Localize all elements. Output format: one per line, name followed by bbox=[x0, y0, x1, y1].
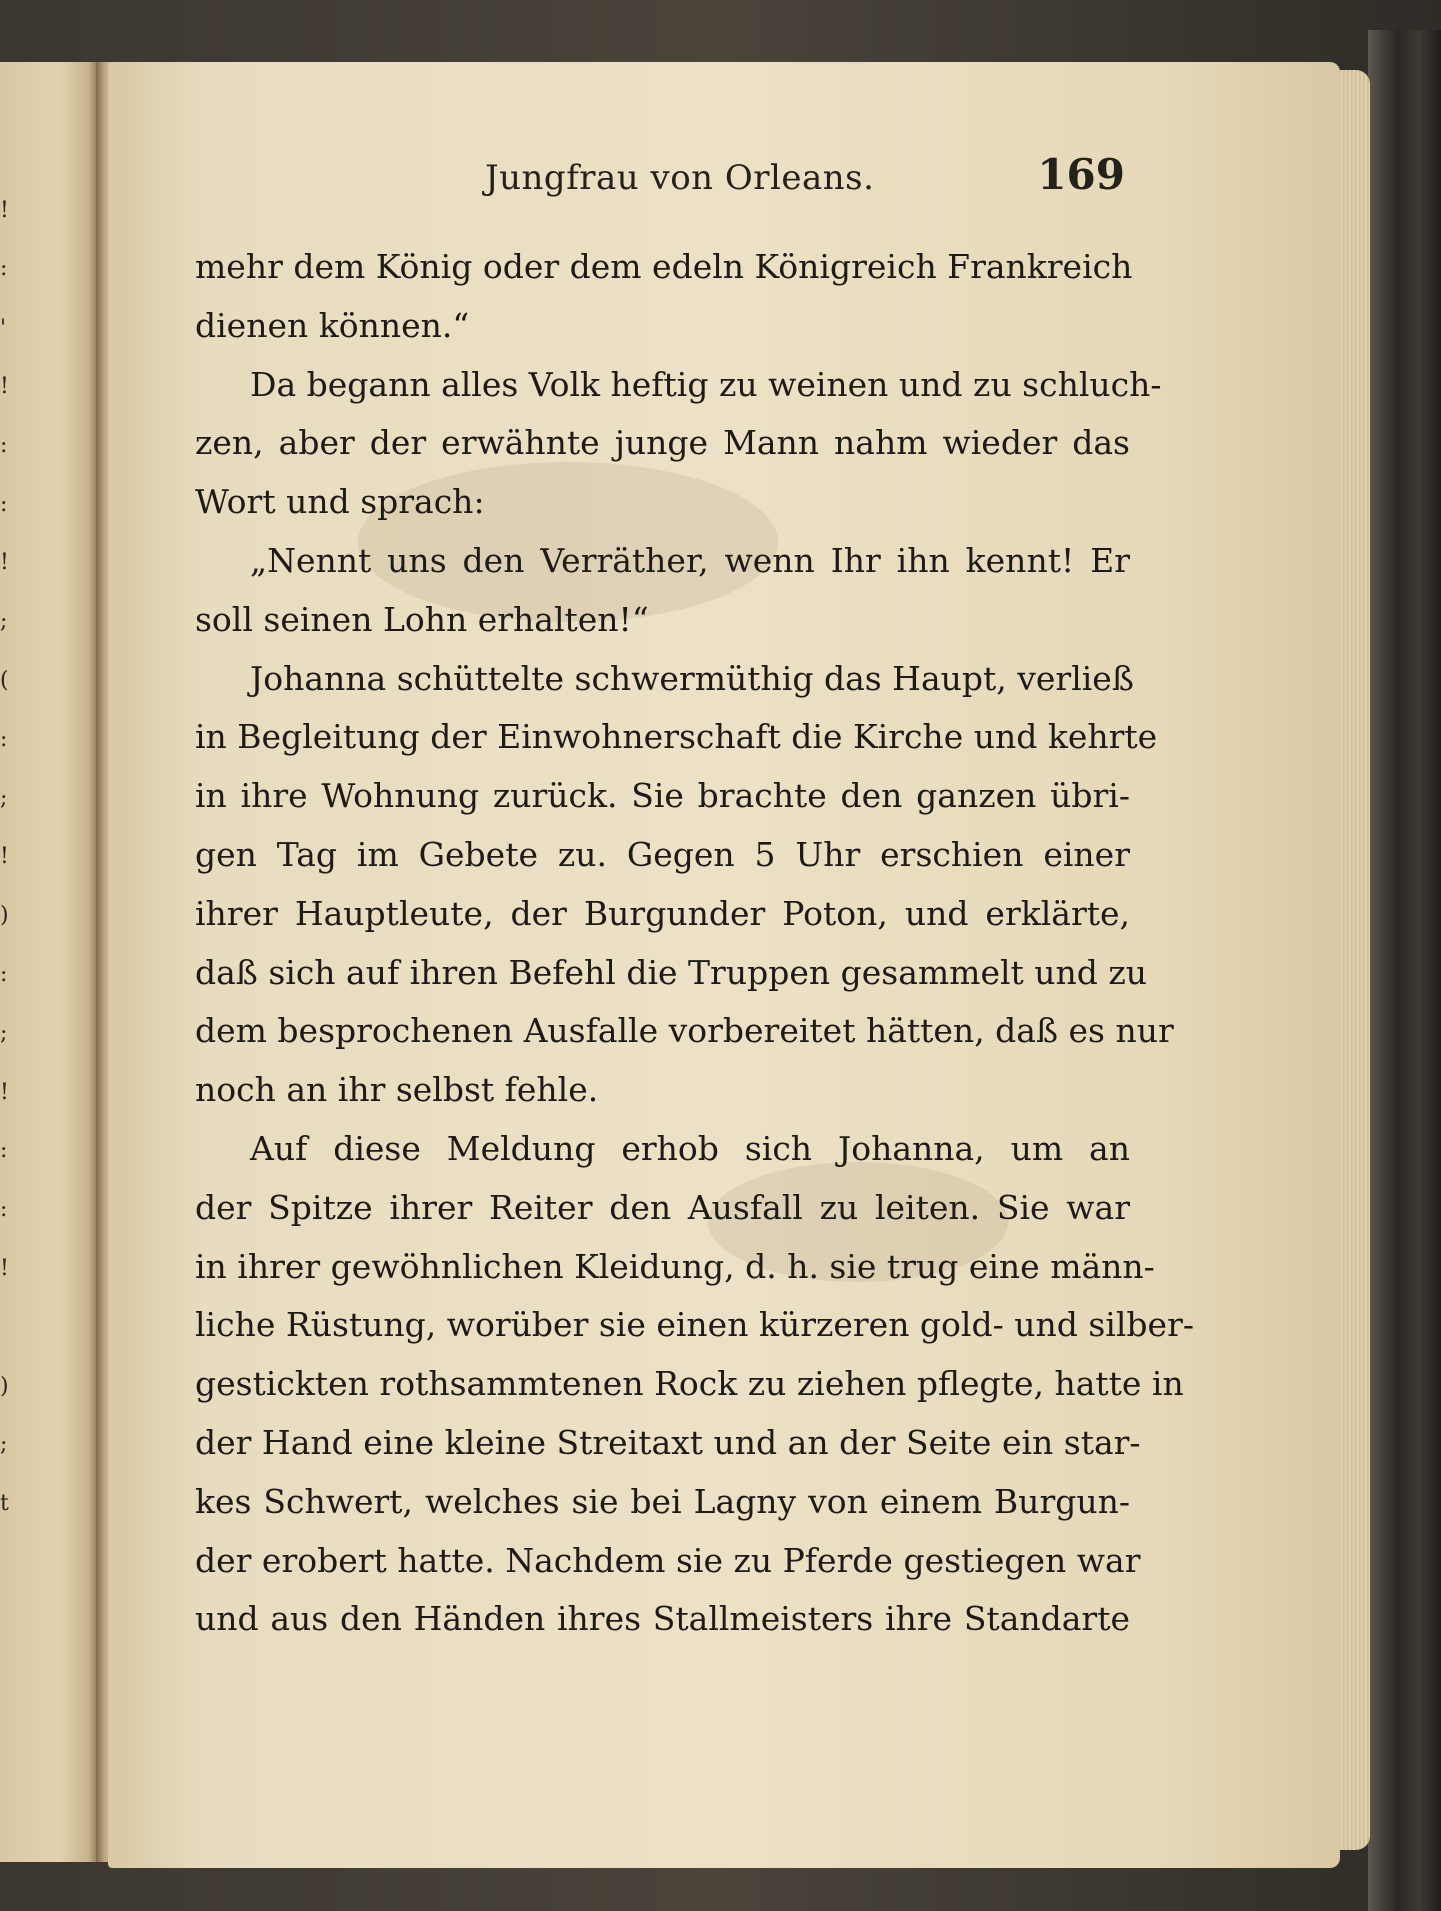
left-mark: ( bbox=[0, 668, 9, 693]
text-line: und aus den Händen ihres Stallmeisters ihre Standarte bbox=[195, 1599, 1130, 1639]
left-mark: ; bbox=[0, 1021, 8, 1046]
body-text bbox=[195, 238, 1194, 1649]
left-mark: : bbox=[0, 492, 8, 517]
left-mark: ! bbox=[0, 550, 9, 575]
text-line: der Hand eine kleine Streitaxt und an der Seite ein star- bbox=[195, 1422, 1141, 1462]
left-mark: : bbox=[0, 727, 8, 752]
left-mark: : bbox=[0, 433, 8, 458]
text-line: Johanna schüttelte schwermüthig das Haupt, verließ bbox=[250, 658, 1134, 698]
text-line: Auf diese Meldung erhob sich Johanna, um an bbox=[250, 1128, 1130, 1168]
left-mark: : bbox=[0, 962, 8, 987]
left-page-text-fragments bbox=[0, 200, 14, 1650]
text-line: zen, aber der erwähnte junge Mann nahm wieder das bbox=[195, 423, 1130, 463]
left-mark: ! bbox=[0, 198, 9, 223]
page-header bbox=[485, 150, 1125, 210]
text-line: Da begann alles Volk heftig zu weinen und zu schluch- bbox=[250, 364, 1162, 404]
left-mark: : bbox=[0, 256, 8, 281]
text-line: „Nennt uns den Verräther, wenn Ihr ihn kennt! Er bbox=[250, 540, 1130, 580]
page-number: 169 bbox=[1037, 150, 1125, 199]
text-line: der Spitze ihrer Reiter den Ausfall zu leiten. Sie war bbox=[195, 1187, 1130, 1227]
left-mark: ! bbox=[0, 1080, 9, 1105]
book-cover-edge bbox=[1368, 30, 1441, 1911]
text-line: ihrer Hauptleute, der Burgunder Poton, und erklärte, bbox=[195, 893, 1130, 933]
left-mark: ! bbox=[0, 844, 9, 869]
text-line: daß sich auf ihren Befehl die Truppen gesammelt und zu bbox=[195, 952, 1148, 992]
text-line: noch an ihr selbst fehle. bbox=[195, 1070, 599, 1110]
left-mark: ) bbox=[0, 903, 9, 928]
left-mark: t bbox=[0, 1491, 9, 1516]
text-line: gestickten rothsammtenen Rock zu ziehen pflegte, hatte in bbox=[195, 1364, 1184, 1404]
text-line: dem besprochenen Ausfalle vorbereitet hätten, daß es nur bbox=[195, 1011, 1174, 1051]
left-mark: ' bbox=[0, 316, 7, 341]
text-line: kes Schwert, welches sie bei Lagny von einem Burgun- bbox=[195, 1481, 1130, 1521]
text-line: in ihre Wohnung zurück. Sie brachte den ganzen übri- bbox=[195, 776, 1130, 816]
text-line: gen Tag im Gebete zu. Gegen 5 Uhr erschien einer bbox=[195, 834, 1130, 874]
left-mark: : bbox=[0, 1138, 8, 1163]
text-line: dienen können.“ bbox=[195, 305, 470, 345]
text-line: in ihrer gewöhnlichen Kleidung, d. h. sie trug eine männ- bbox=[195, 1246, 1155, 1286]
running-title: Jungfrau von Orleans. bbox=[485, 158, 875, 198]
text-line: liche Rüstung, worüber sie einen kürzeren gold- und silber- bbox=[195, 1305, 1194, 1345]
text-line: mehr dem König oder dem edeln Königreich Frankreich bbox=[195, 247, 1133, 286]
left-mark: ; bbox=[0, 786, 8, 811]
left-mark: ) bbox=[0, 1374, 9, 1399]
text-line: der erobert hatte. Nachdem sie zu Pferde gestiegen war bbox=[195, 1540, 1141, 1580]
text-line: soll seinen Lohn erhalten!“ bbox=[195, 599, 649, 639]
left-mark: ; bbox=[0, 609, 8, 634]
left-mark: ! bbox=[0, 1256, 9, 1281]
left-mark: ; bbox=[0, 1432, 8, 1457]
text-line: in Begleitung der Einwohnerschaft die Kirche und kehrte bbox=[195, 717, 1158, 757]
left-mark: ! bbox=[0, 374, 9, 399]
left-page-edge bbox=[0, 62, 100, 1862]
left-mark: : bbox=[0, 1197, 8, 1222]
text-line: Wort und sprach: bbox=[195, 482, 485, 522]
